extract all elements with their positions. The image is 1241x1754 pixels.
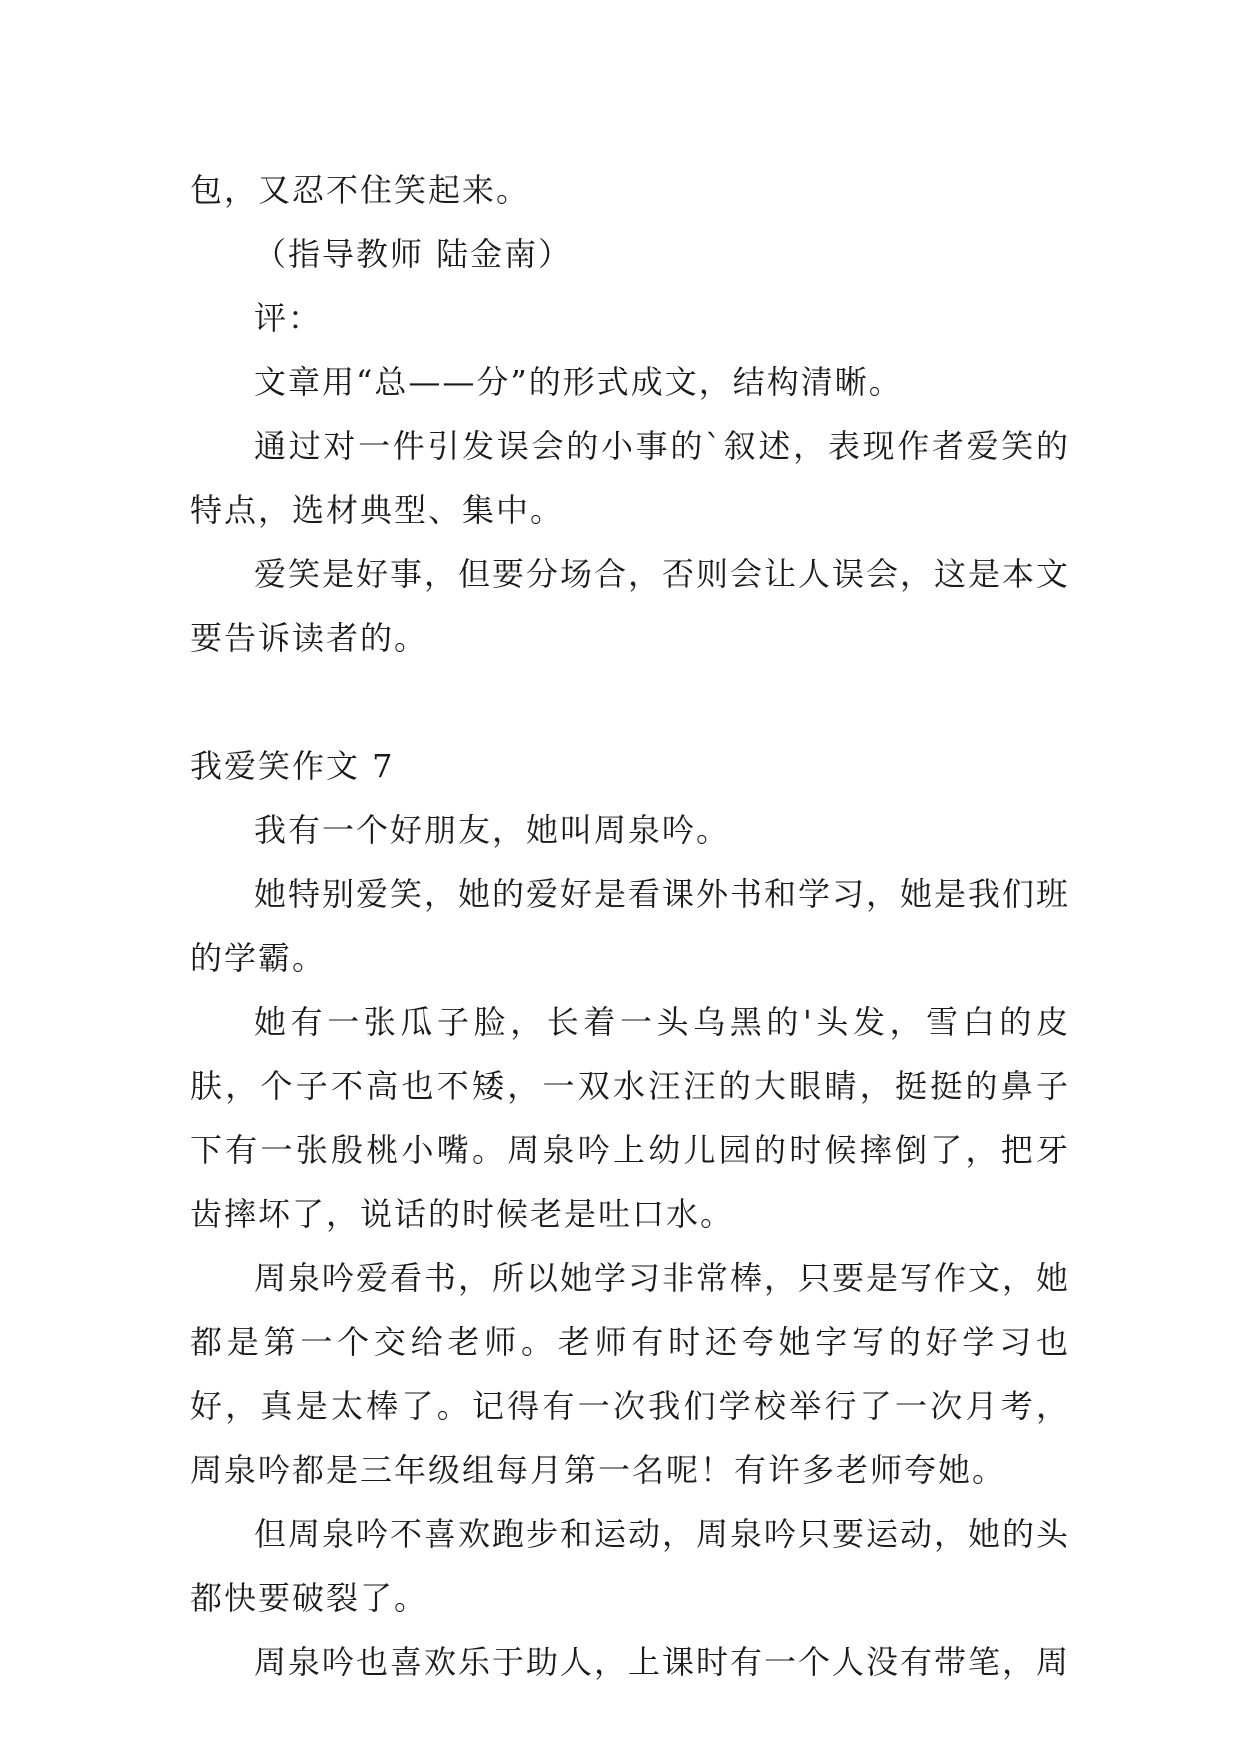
document-body [190,158,1070,1694]
paragraph: 爱笑是好事，但要分场合，否则会让人误会，这是本文要告诉读者的。 [190,555,1071,657]
paragraph: 她特别爱笑，她的爱好是看课外书和学习，她是我们班的学霸。 [190,875,1071,977]
comment-heading: 评： [254,299,323,337]
paragraph: 但周泉吟不喜欢跑步和运动，周泉吟只要运动，她的头都快要破裂了。 [190,1515,1071,1617]
paragraph: 文章用“总——分”的形式成文，结构清晰。 [254,363,903,401]
paragraph: 通过对一件引发误会的小事的`叙述，表现作者爱笑的特点，选材典型、集中。 [190,427,1070,529]
paragraph: 我有一个好朋友，她叫周泉吟。 [254,811,731,849]
paragraph: 周泉吟爱看书，所以她学习非常棒，只要是写作文，她都是第一个交给老师。老师有时还夸她字写的好学习也好，真是太棒了。记得有一次我们学校举行了一次月考，周泉吟都是三年级组每月第一名呢！有许多老师夸她。 [190,1259,1071,1489]
paragraph: 她有一张瓜子脸，长着一头乌黑的'头发，雪白的皮肤，个子不高也不矮，一双水汪汪的大眼睛，挺挺的鼻子下有一张殷桃小嘴。周泉吟上幼儿园的时候摔倒了，把牙齿摔坏了，说话的时候老是吐口水。 [190,1003,1070,1233]
section-title: 我爱笑作文 7 [190,747,395,785]
teacher-credit: （指导教师 陆金南） [254,235,573,273]
paragraph: 周泉吟也喜欢乐于助人，上课时有一个人没有带笔，周 [254,1643,1071,1681]
paragraph: 包，又忍不住笑起来。 [190,171,531,209]
